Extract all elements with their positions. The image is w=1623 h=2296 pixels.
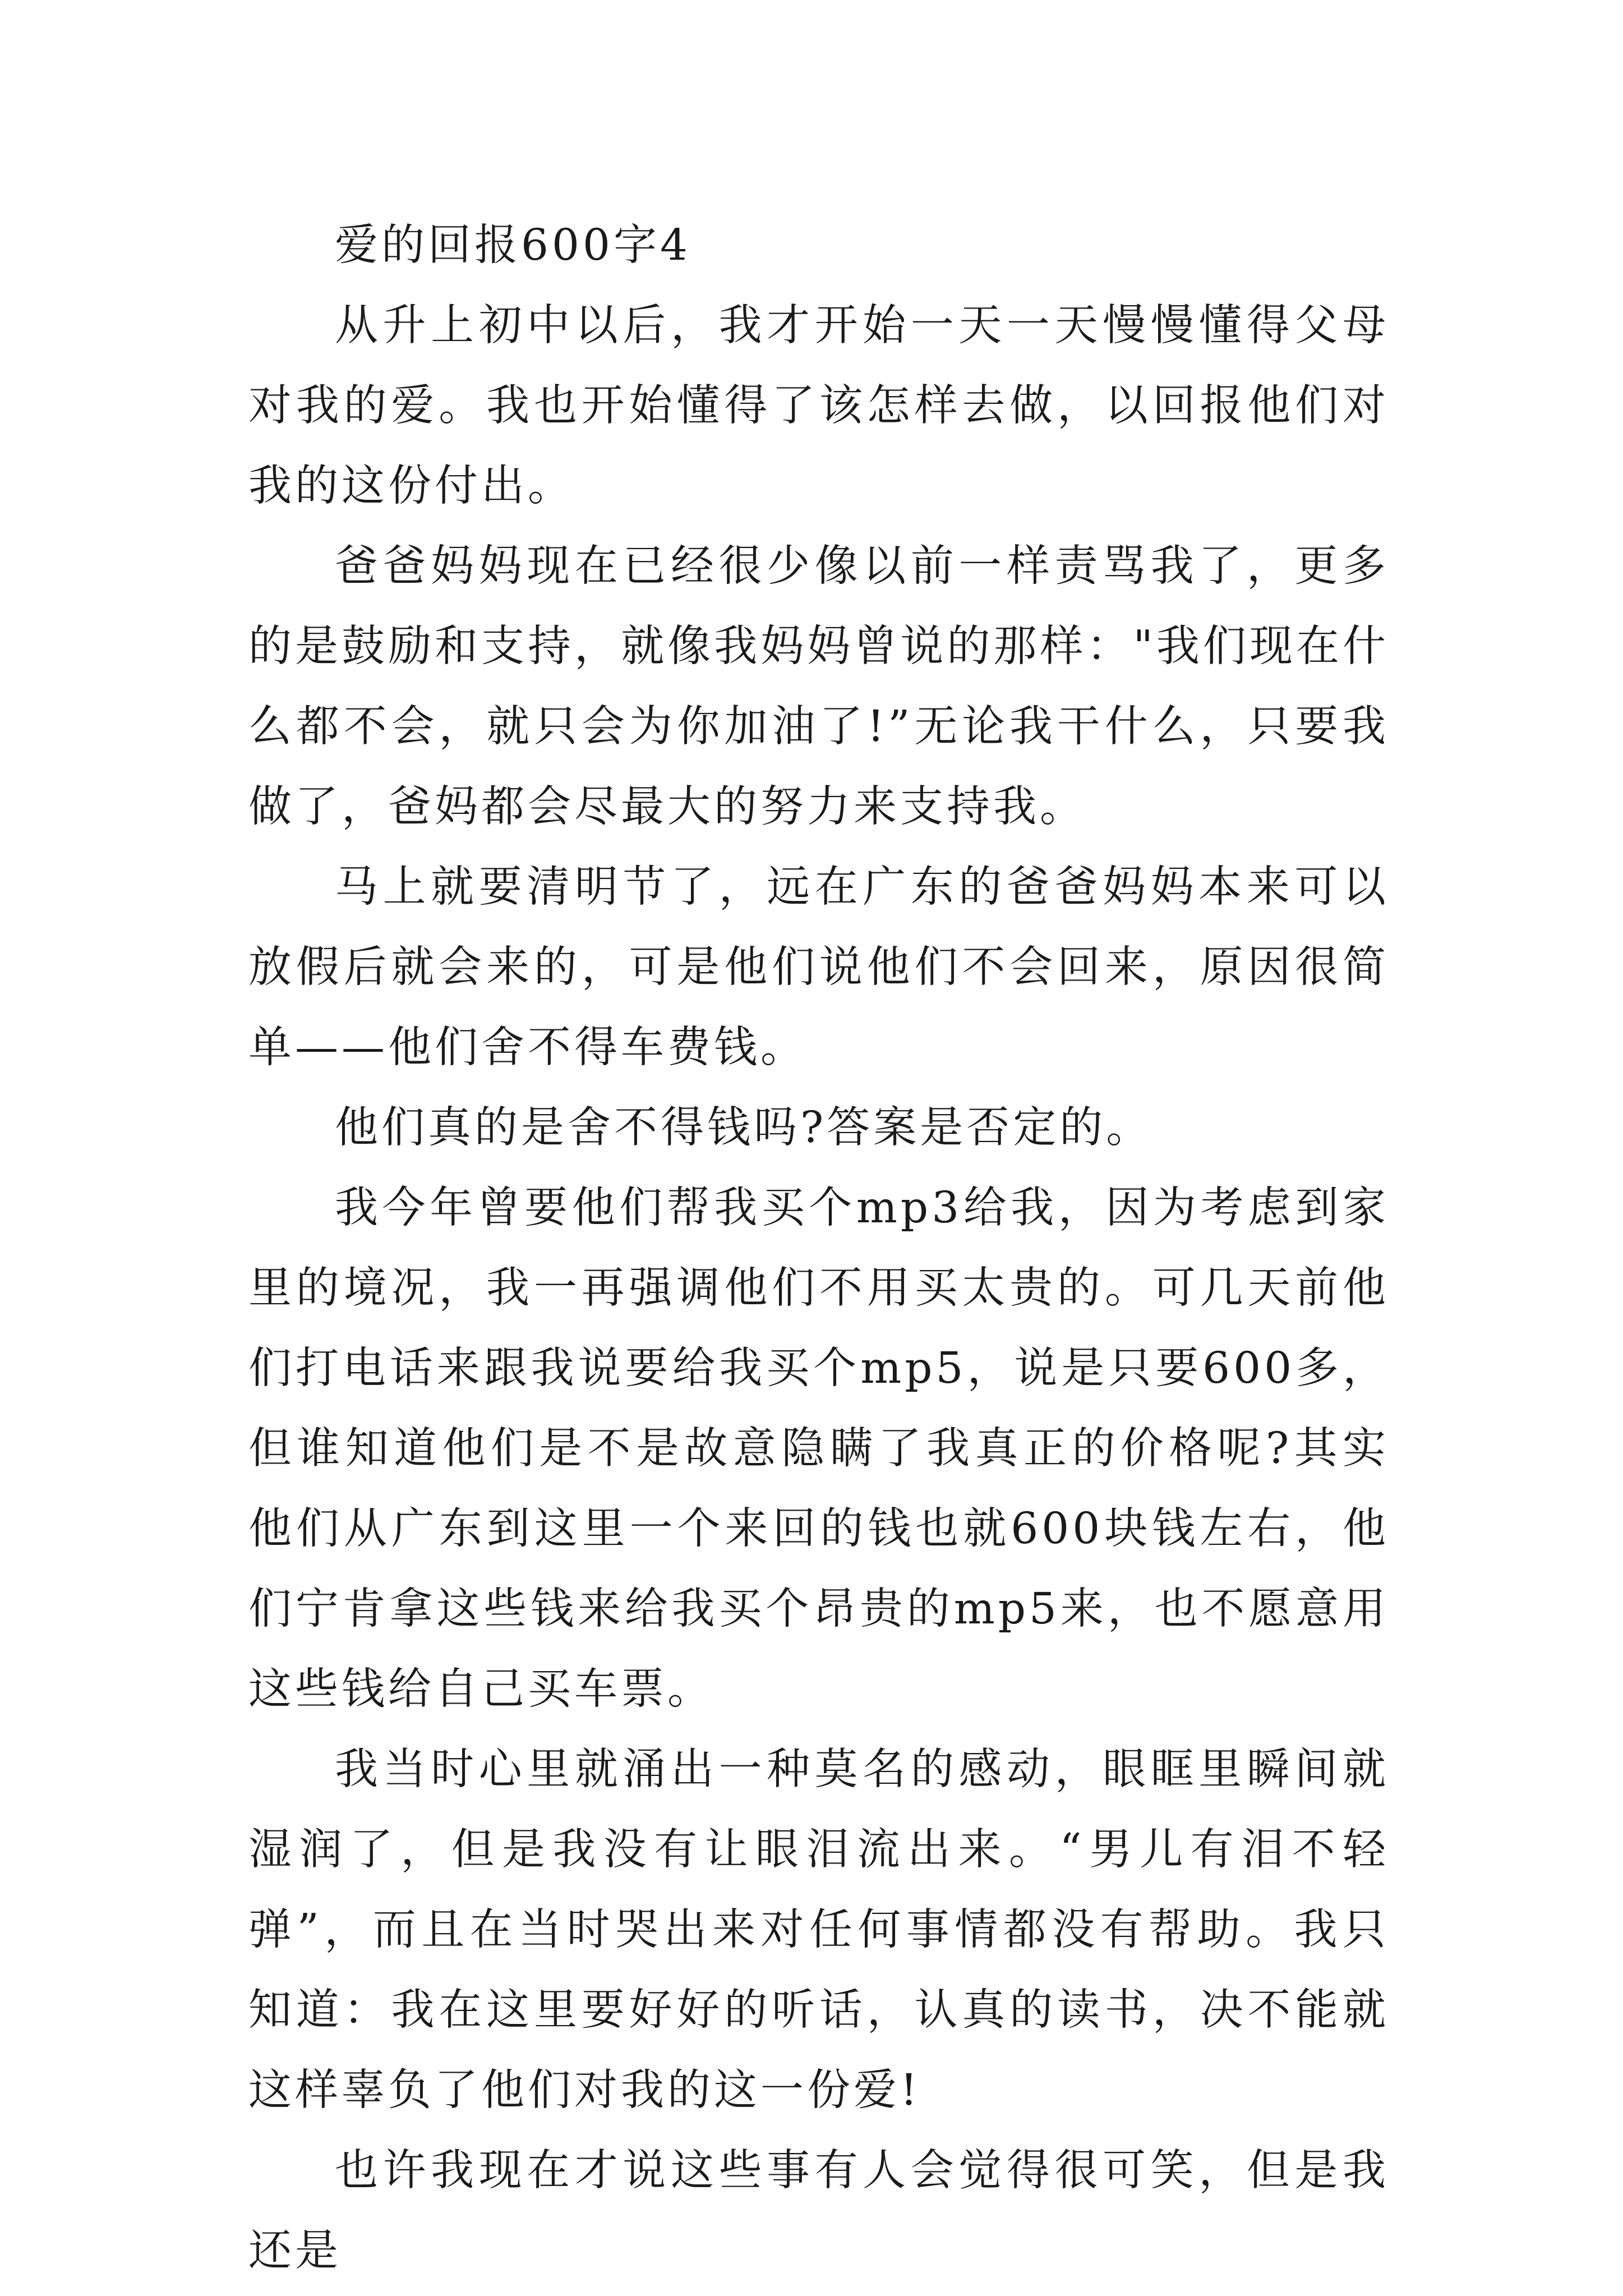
document-title: 爱的回报600字4 (335, 220, 691, 270)
document-body (248, 205, 1389, 2291)
paragraph: 从升上初中以后，我才开始一天一天慢慢懂得父母对我的爱。我也开始懂得了该怎样去做，以回报他们对我的这份付出。 (248, 301, 1389, 511)
paragraph: 爸爸妈妈现在已经很少像以前一样责骂我了，更多的是鼓励和支持，就像我妈妈曾说的那样："我们现在什么都不会，就只会为你加油了!”无论我干什么，只要我做了，爸妈都会尽最大的努力来支持我。 (248, 541, 1389, 832)
paragraph: 也许我现在才说这些事有人会觉得很可笑，但是我还是 (248, 2146, 1389, 2276)
paragraph: 我当时心里就涌出一种莫名的感动，眼眶里瞬间就湿润了，但是我没有让眼泪流出来。“男儿有泪不轻弹”，而且在当时哭出来对任何事情都没有帮助。我只知道：我在这里要好好的听话，认真的读书，决不能就这样辜负了他们对我的这一份爱! (248, 1745, 1389, 2115)
paragraph: 马上就要清明节了，远在广东的爸爸妈妈本来可以放假后就会来的，可是他们说他们不会回来，原因很简单——他们舍不得车费钱。 (248, 862, 1389, 1073)
paragraph: 他们真的是舍不得钱吗?答案是否定的。 (335, 1103, 1153, 1153)
paragraph: 我今年曾要他们帮我买个mp3给我，因为考虑到家里的境况，我一再强调他们不用买太贵的。可几天前他们打电话来跟我说要给我买个mp5，说是只要600多，但谁知道他们是不是故意隐瞒了我真正的价格呢?其实他们从广东到这里一个来回的钱也就600块钱左右，他们宁肯拿这些钱来给我买个昂贵的mp5来，也不愿意用这些钱给自己买车票。 (248, 1183, 1389, 1714)
